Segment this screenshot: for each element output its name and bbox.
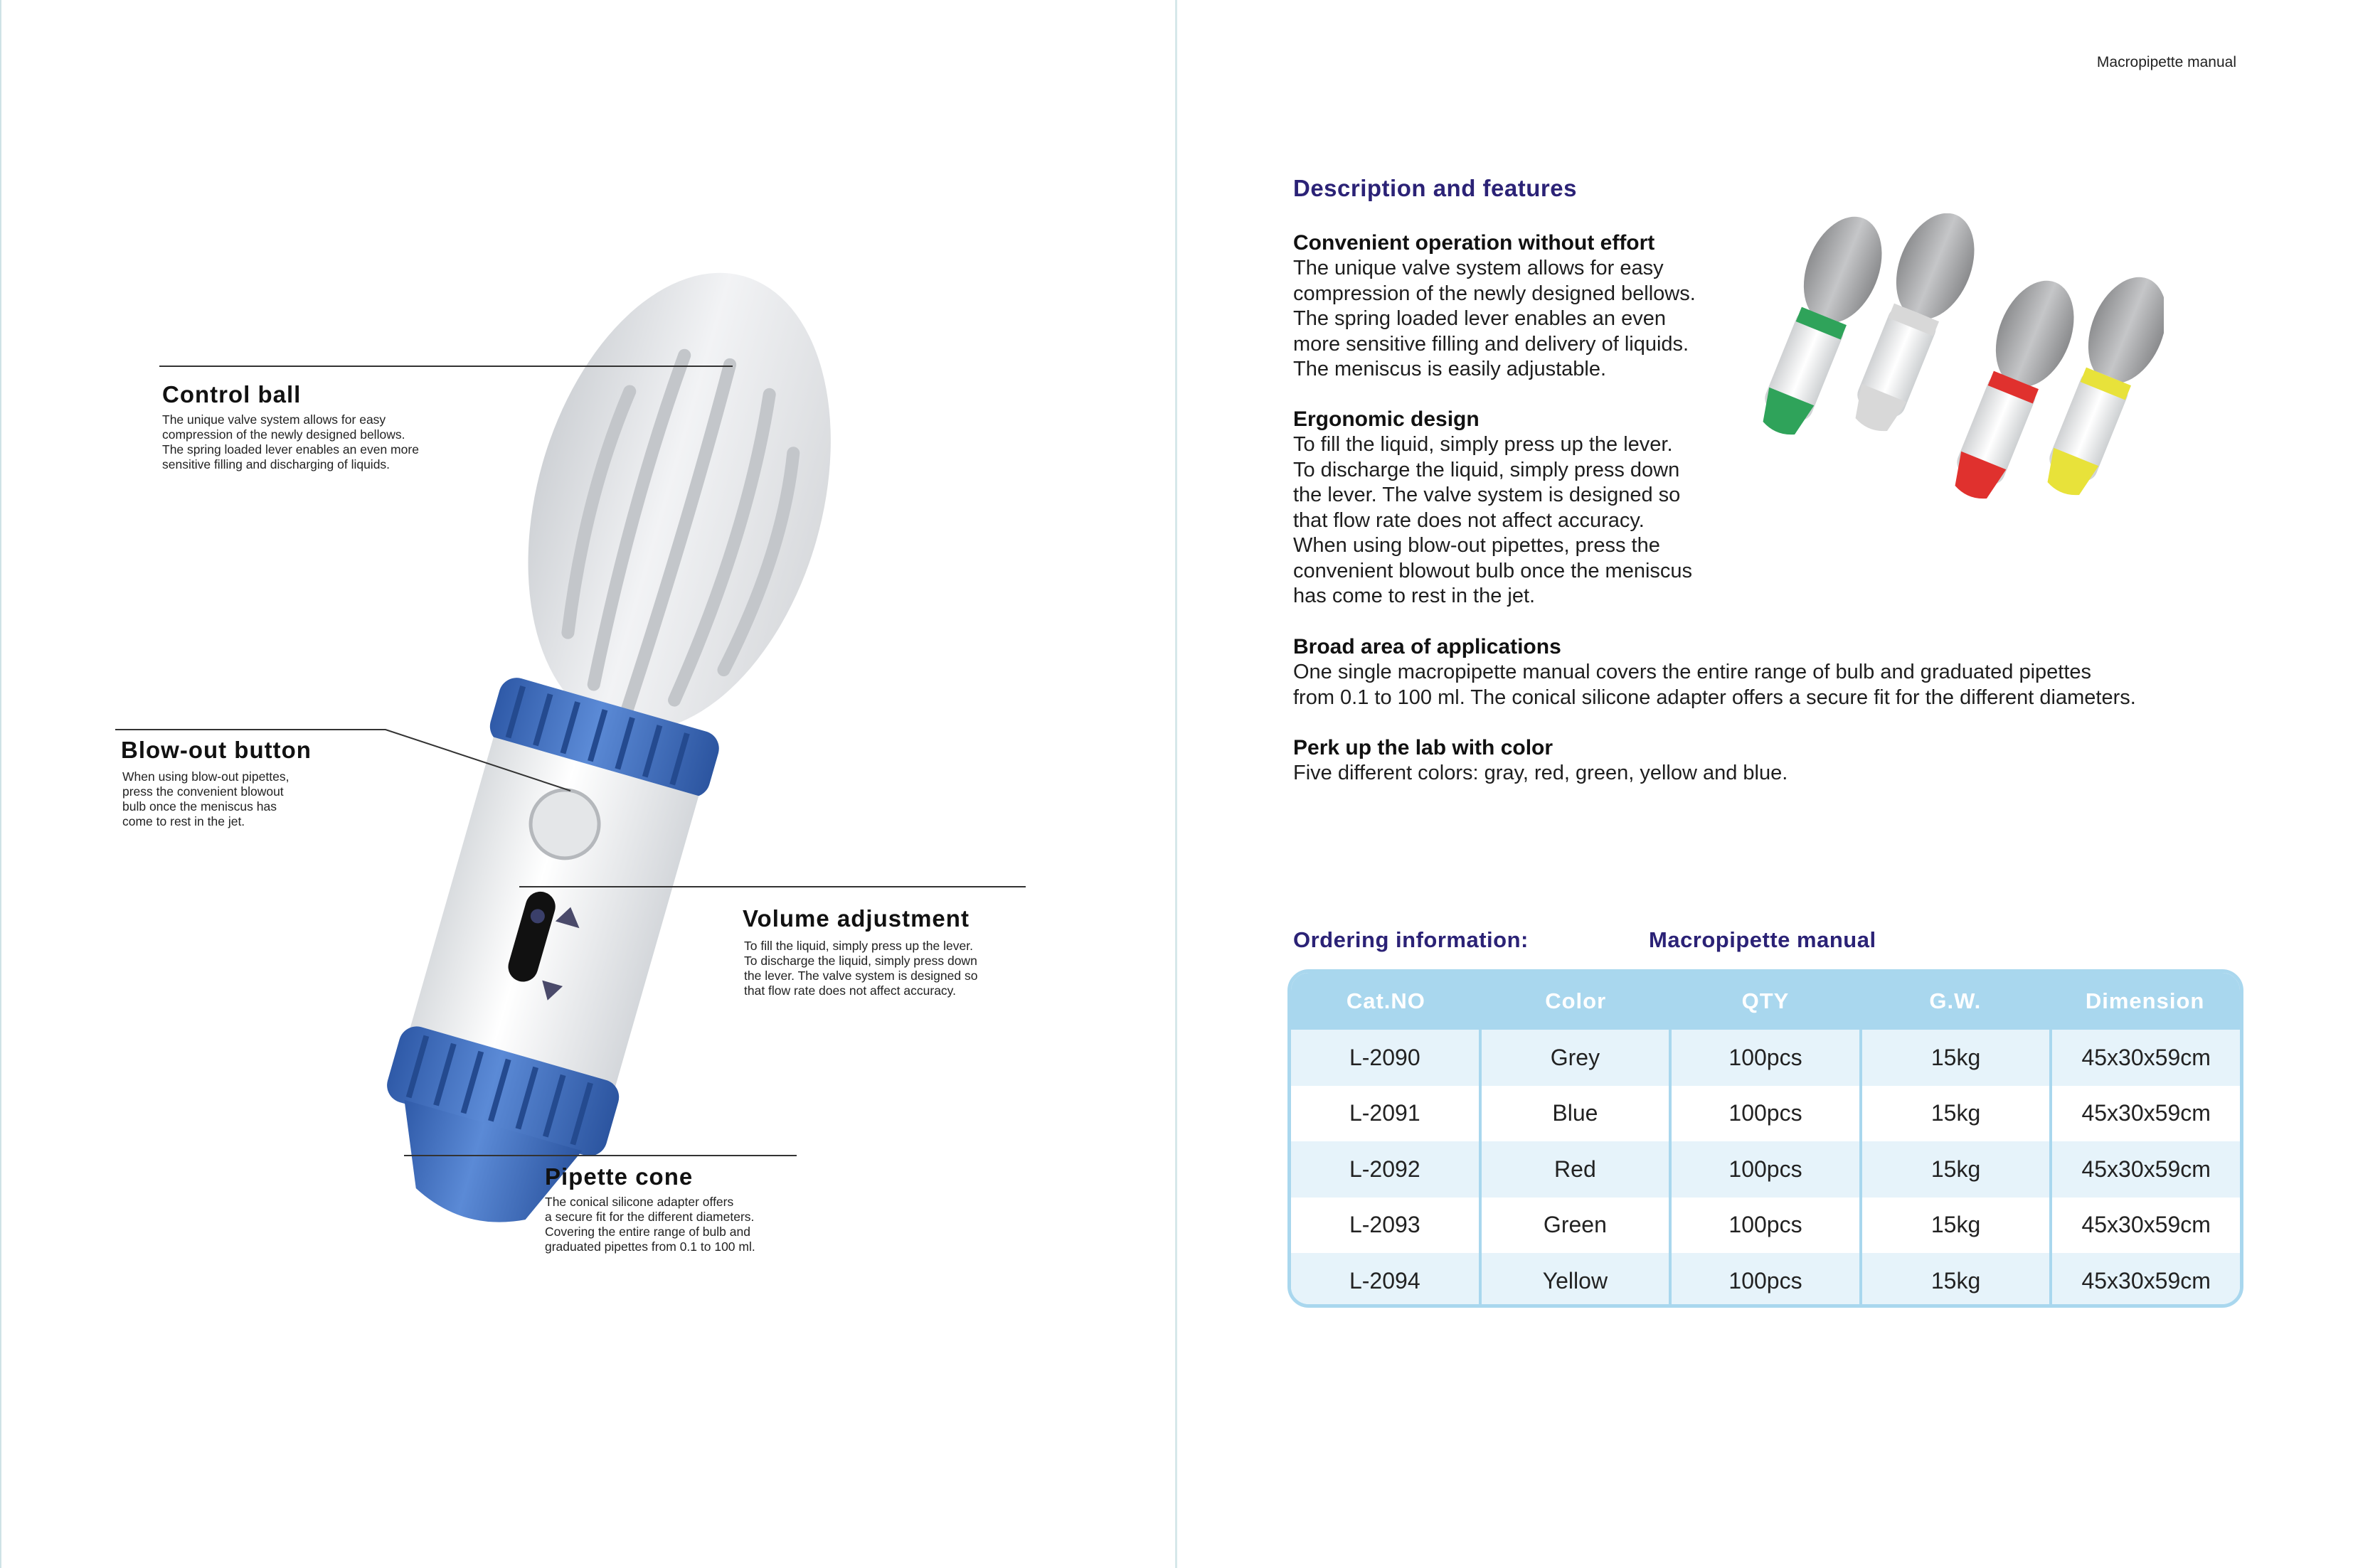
- cell-dimension: 45x30x59cm: [2049, 1253, 2240, 1308]
- cell-cat-no: L-2092: [1349, 1156, 1420, 1182]
- blow-out-title: Blow-out button: [121, 737, 312, 763]
- cell-color: Green: [1479, 1198, 1669, 1254]
- feature-title: Perk up the lab with color: [1293, 736, 1553, 759]
- cell-qty: 100pcs: [1669, 1253, 1859, 1308]
- header-cat-no: Cat.NO: [1346, 988, 1425, 1013]
- cell-color: Blue: [1479, 1086, 1669, 1142]
- feature-title: Ergonomic design: [1293, 407, 1480, 431]
- control-ball-title: Control ball: [162, 381, 302, 407]
- cell-qty: 100pcs: [1669, 1030, 1859, 1086]
- table-body: [1291, 1030, 2240, 1308]
- cell-color: Yellow: [1479, 1253, 1669, 1308]
- desc-line: bulb once the meniscus has: [122, 799, 277, 814]
- cell-color: Red: [1479, 1141, 1669, 1198]
- section-title: Description and features: [1293, 175, 1577, 201]
- table-header: [1291, 973, 2240, 1030]
- desc-line: sensitive filling and discharging of liquids.: [162, 457, 391, 471]
- blow-out-desc: [122, 769, 289, 829]
- feature-body: Five different colors: gray, red, green, yellow and blue.: [1293, 762, 1788, 784]
- cell-gw: 15kg: [1859, 1141, 2050, 1198]
- desc-line: press the convenient blowout: [122, 784, 284, 799]
- cone-leader: [404, 1155, 797, 1156]
- desc-line: the lever. The valve system is designed so: [744, 969, 978, 983]
- control-ball-desc: [162, 412, 419, 472]
- feature-body: To fill the liquid, simply press up the lever. To discharge the liquid, simply press down the lever. The valve system is designed so that flow rate does not affect accuracy. When using blow-out pipettes, press the convenient blowout bulb once the meniscus has come to rest in the jet.: [1293, 433, 1693, 607]
- control-ball-leader: [159, 366, 733, 367]
- cell-qty: 100pcs: [1669, 1141, 1859, 1198]
- feature-convenient: [1293, 230, 1696, 383]
- cell-qty: 100pcs: [1669, 1086, 1859, 1142]
- desc-line: When using blow-out pipettes,: [122, 769, 290, 784]
- cell-gw: 15kg: [1859, 1086, 2050, 1142]
- cell-dimension: 45x30x59cm: [2049, 1198, 2240, 1254]
- cone-desc: [545, 1195, 755, 1254]
- desc-line: To discharge the liquid, simply press down: [744, 954, 977, 968]
- feature-ergonomic: [1293, 407, 1692, 609]
- feature-body: The unique valve system allows for easy compression of the newly designed bellows. The spring loaded lever enables an even more sensitive filling and delivery of liquids. The meniscus is easily adjustable.: [1293, 257, 1696, 380]
- cell-gw: 15kg: [1859, 1198, 2050, 1254]
- feature-title: Convenient operation without effort: [1293, 231, 1655, 255]
- feature-applications: [1293, 634, 2136, 710]
- cell-color: Grey: [1479, 1030, 1669, 1086]
- desc-line: To fill the liquid, simply press up the lever.: [744, 939, 973, 953]
- desc-line: graduated pipettes from 0.1 to 100 ml.: [545, 1239, 755, 1254]
- table-row: [1291, 1141, 2240, 1198]
- cell-dimension: 45x30x59cm: [2049, 1086, 2240, 1142]
- volume-desc: [744, 939, 977, 998]
- desc-line: The spring loaded lever enables an even more: [162, 442, 419, 457]
- header-qty: QTY: [1741, 988, 1790, 1013]
- table-row: [1291, 1253, 2240, 1308]
- header-dimension: Dimension: [2085, 988, 2205, 1013]
- right-page: [1175, 0, 2353, 1568]
- cell-cat-no: L-2094: [1349, 1267, 1420, 1294]
- running-head: Macropipette manual: [2096, 54, 2236, 70]
- desc-line: Covering the entire range of bulb and: [545, 1225, 750, 1239]
- cell-cat-no: L-2090: [1349, 1044, 1420, 1070]
- desc-line: compression of the newly designed bellows.: [162, 427, 405, 442]
- cell-gw: 15kg: [1859, 1030, 2050, 1086]
- desc-line: come to rest in the jet.: [122, 814, 245, 828]
- header-gw: G.W.: [1929, 988, 1982, 1013]
- volume-leader: [519, 886, 1026, 887]
- ordering-product: Macropipette manual: [1649, 927, 1876, 952]
- cell-gw: 15kg: [1859, 1253, 2050, 1308]
- feature-title: Broad area of applications: [1293, 635, 1561, 658]
- cell-dimension: 45x30x59cm: [2049, 1030, 2240, 1086]
- feature-body: One single macropipette manual covers the entire range of bulb and graduated pipettes from 0.1 to 100 ml. The conical silicone adapter offers a secure fit for the different diameters.: [1293, 661, 2136, 709]
- cell-dimension: 45x30x59cm: [2049, 1141, 2240, 1198]
- left-page: [0, 0, 1175, 1568]
- cell-qty: 100pcs: [1669, 1198, 1859, 1254]
- desc-line: a secure fit for the different diameters.: [545, 1210, 755, 1224]
- cell-cat-no: L-2091: [1349, 1100, 1420, 1126]
- table-row: [1291, 1198, 2240, 1254]
- desc-line: The conical silicone adapter offers: [545, 1195, 734, 1209]
- ordering-table: [1287, 969, 2243, 1308]
- volume-title: Volume adjustment: [743, 905, 970, 932]
- cell-cat-no: L-2093: [1349, 1212, 1420, 1238]
- table-row: [1291, 1086, 2240, 1142]
- desc-line: that flow rate does not affect accuracy.: [744, 983, 956, 998]
- cone-title: Pipette cone: [545, 1163, 694, 1190]
- table-row: [1291, 1030, 2240, 1086]
- feature-color: [1293, 735, 1788, 786]
- desc-line: The unique valve system allows for easy: [162, 412, 386, 427]
- ordering-label: Ordering information:: [1293, 927, 1529, 952]
- color-pipettes-photo: [1751, 213, 2164, 512]
- header-color: Color: [1545, 988, 1607, 1013]
